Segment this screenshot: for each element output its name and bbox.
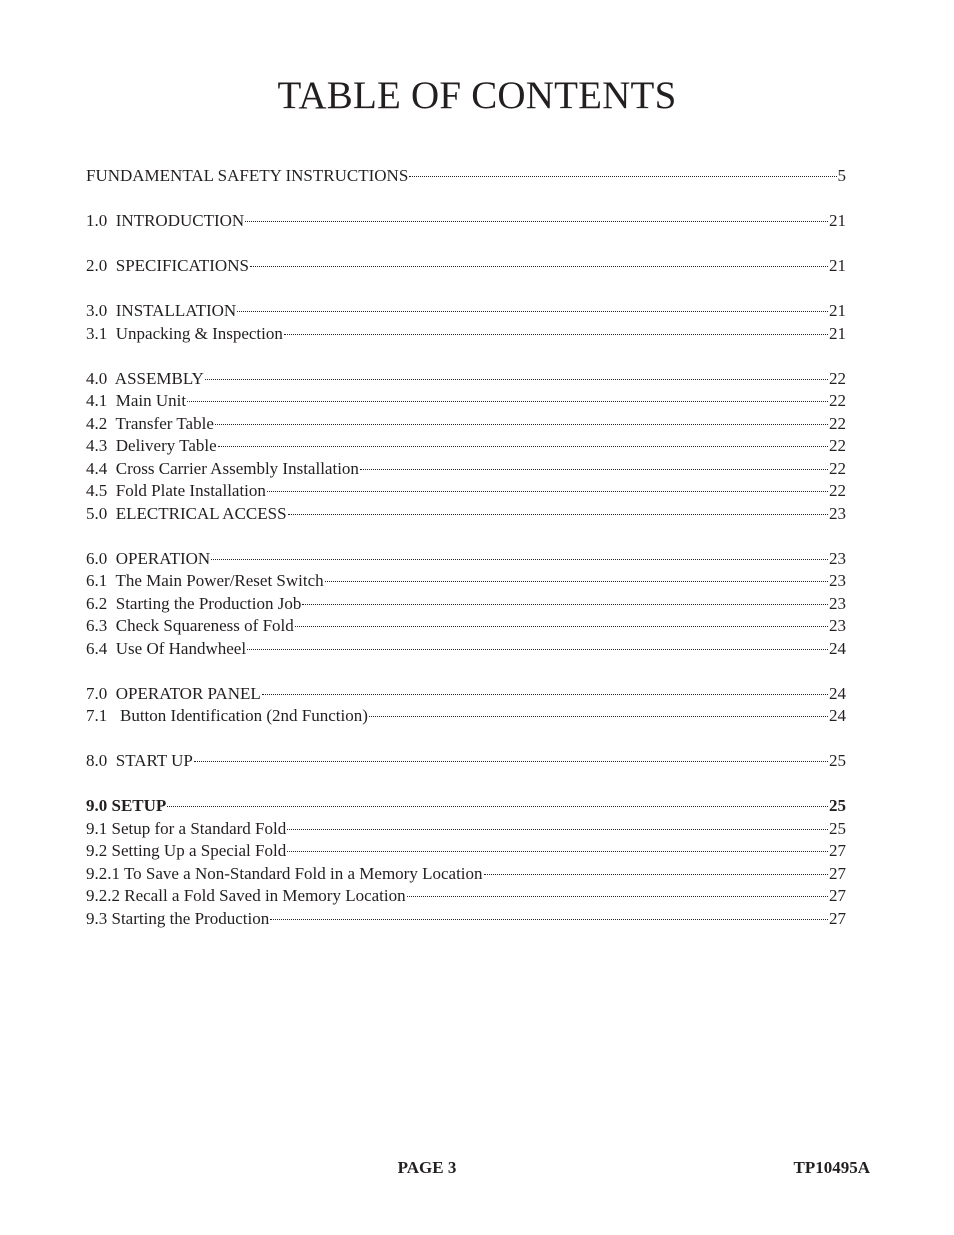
toc-entry[interactable] [86,458,846,481]
dot-leader [369,715,828,717]
toc-entry[interactable] [86,615,846,638]
toc-entry-title: 9.3 Starting the Production [86,908,270,928]
toc-entry-page-number: 21 [829,323,846,343]
dot-leader [284,333,828,335]
toc-group [86,210,846,233]
dot-leader [262,693,828,695]
dot-leader [360,468,828,470]
dot-leader [187,400,828,402]
toc-entry-page-number: 22 [829,481,846,500]
toc-entry-page-number: 24 [829,638,846,658]
dot-leader [247,648,828,650]
toc-entry-page-number: 23 [829,593,846,613]
toc-entry-page-number: 23 [829,503,846,523]
toc-entry[interactable] [86,570,846,593]
toc-group [86,683,846,728]
toc-group [86,165,846,188]
dot-leader [302,603,828,605]
toc-entry[interactable] [86,705,846,728]
toc-entry-page-number: 22 [829,458,846,478]
dot-leader [484,873,828,875]
toc-entry[interactable] [86,390,846,413]
toc-entry[interactable] [86,593,846,616]
toc-entry-page-number: 5 [837,166,846,185]
toc-entry[interactable] [86,165,846,188]
toc-entry-title: 6.4 Use Of Handwheel [86,638,247,658]
toc-entry[interactable] [86,795,846,818]
toc-entry[interactable] [86,863,846,886]
toc-entry-title: 9.1 Setup for a Standard Fold [86,818,287,838]
toc-entry-title: 6.1 The Main Power/Reset Switch [86,571,324,590]
toc-entry[interactable] [86,750,846,773]
toc-group [86,548,846,661]
toc-entry[interactable] [86,255,846,278]
toc-group [86,300,846,345]
toc-entry-title: 9.2.1 To Save a Non-Standard Fold in a Memory Location [86,863,483,883]
toc-group [86,255,846,278]
toc-entry[interactable] [86,818,846,841]
toc-entry[interactable] [86,413,846,436]
toc-entry-page-number: 21 [829,256,846,275]
dot-leader [270,918,828,920]
dot-leader [288,513,828,515]
toc-entry-page-number: 21 [829,301,846,320]
dot-leader [287,850,828,852]
toc-entry[interactable] [86,840,846,863]
toc-entry[interactable] [86,548,846,571]
toc-entry-title: FUNDAMENTAL SAFETY INSTRUCTIONS [86,166,409,185]
toc-entry-title: 4.0 ASSEMBLY [86,368,204,388]
toc-entry-page-number: 27 [829,863,846,883]
dot-leader [287,828,828,830]
dot-leader [407,895,828,897]
toc-entry-title: 2.0 SPECIFICATIONS [86,256,249,275]
toc-entry-page-number: 25 [829,818,846,838]
toc-entry-page-number: 22 [829,391,846,410]
dot-leader [237,310,828,312]
toc-entry[interactable] [86,300,846,323]
dot-leader [245,220,828,222]
toc-entry-title: 6.2 Starting the Production Job [86,593,302,613]
toc-entry[interactable] [86,503,846,526]
toc-entry-title: 4.4 Cross Carrier Assembly Installation [86,458,359,478]
dot-leader [218,445,828,447]
footer-document-number: TP10495A [793,1158,870,1177]
toc-entry[interactable] [86,480,846,503]
toc-entry-page-number: 27 [829,841,846,860]
dot-leader [211,558,828,560]
toc-entry-page-number: 27 [829,908,846,928]
toc-entry-page-number: 22 [829,368,846,388]
toc-group [86,368,846,526]
toc-entry[interactable] [86,323,846,346]
toc-entry[interactable] [86,638,846,661]
toc-entry-title: 9.2.2 Recall a Fold Saved in Memory Location [86,886,406,905]
toc-entry-title: 6.0 OPERATION [86,548,211,568]
toc-entry-page-number: 22 [829,436,846,455]
toc-entry-title: 8.0 START UP [86,751,193,770]
toc-entry-page-number: 23 [829,616,846,635]
dot-leader [215,423,828,425]
toc-entry[interactable] [86,368,846,391]
dot-leader [167,805,828,807]
toc-entry-title: 9.2 Setting Up a Special Fold [86,841,287,860]
toc-entry-title: 7.1 Button Identification (2nd Function) [86,706,368,725]
dot-leader [409,175,836,177]
dot-leader [250,265,828,267]
toc-entry-page-number: 27 [829,886,846,905]
toc-entry-title: 4.5 Fold Plate Installation [86,481,266,500]
dot-leader [295,625,828,627]
toc-entry-title: 4.2 Transfer Table [86,413,214,433]
toc-entry[interactable] [86,908,846,931]
toc-group [86,795,846,930]
toc-entry-title: 4.3 Delivery Table [86,436,217,455]
toc-entry-title: 7.0 OPERATOR PANEL [86,683,261,703]
footer-page-number: PAGE 3 [397,1158,457,1177]
toc-entry[interactable] [86,210,846,233]
toc-entry[interactable] [86,435,846,458]
toc-entry-page-number: 21 [829,211,846,230]
toc-entry-page-number: 23 [829,548,846,568]
toc-entry-title: 6.3 Check Squareness of Fold [86,616,294,635]
table-of-contents [86,165,846,953]
toc-entry-page-number: 25 [829,751,846,770]
toc-entry-title: 3.1 Unpacking & Inspection [86,323,283,343]
toc-group [86,750,846,773]
toc-entry-page-number: 24 [829,683,846,703]
toc-entry-title: 5.0 ELECTRICAL ACCESS [86,503,287,523]
toc-entry-title: 3.0 INSTALLATION [86,301,237,320]
toc-entry-page-number: 22 [829,413,846,433]
toc-entry-page-number: 23 [829,571,846,590]
toc-entry-title: 9.0 SETUP [86,796,167,815]
page-title: TABLE OF CONTENTS [277,74,677,117]
dot-leader [205,378,828,380]
toc-entry-title: 4.1 Main Unit [86,391,187,410]
toc-entry[interactable] [86,885,846,908]
toc-entry[interactable] [86,683,846,706]
toc-entry-page-number: 25 [829,796,846,815]
toc-entry-title: 1.0 INTRODUCTION [86,211,245,230]
toc-entry-page-number: 24 [829,706,846,725]
dot-leader [267,490,828,492]
dot-leader [325,580,828,582]
dot-leader [194,760,828,762]
